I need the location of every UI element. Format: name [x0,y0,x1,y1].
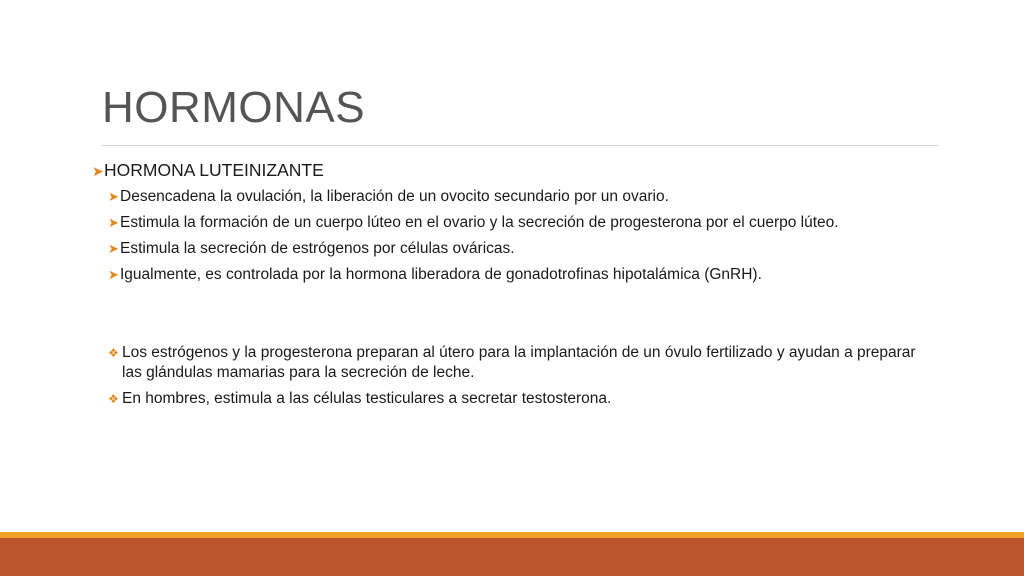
slide-title: HORMONAS [102,83,366,132]
note-text: Los estrógenos y la progesterona preparan al útero para la implantación de un óvulo fertilizado y ayudan a preparar las glándulas mamarias para la secreción de leche. [122,344,916,381]
heading-item [92,158,922,183]
diamond-bullet-icon: ❖ [108,392,119,406]
arrow-bullet-icon: ➤ [92,163,104,179]
heading-text: HORMONA LUTEINIZANTE [104,160,324,180]
point-text: Estimula la secreción de estrógenos por células ováricas. [120,240,515,257]
footer-bar [0,538,1024,576]
list-item [108,239,922,259]
arrow-bullet-icon: ➤ [108,241,119,256]
arrow-bullet-icon: ➤ [108,189,119,204]
point-text: Igualmente, es controlada por la hormona liberadora de gonadotrofinas hipotalámica (GnRH). [120,266,762,283]
list-item [108,213,922,233]
point-text: Desencadena la ovulación, la liberación de un ovocito secundario por un ovario. [120,188,669,205]
spacer [92,291,922,343]
arrow-bullet-icon: ➤ [108,267,119,282]
diamond-bullet-icon: ❖ [108,346,119,360]
arrow-bullet-icon: ➤ [108,215,119,230]
slide-body [92,158,922,415]
list-item [108,389,922,409]
point-text: Estimula la formación de un cuerpo lúteo en el ovario y la secreción de progesterona por el cuerpo lúteo. [120,214,839,231]
list-item [108,187,922,207]
list-item [108,343,922,383]
list-item [108,265,922,285]
title-divider [102,145,938,146]
note-text: En hombres, estimula a las células testiculares a secretar testosterona. [122,390,612,407]
